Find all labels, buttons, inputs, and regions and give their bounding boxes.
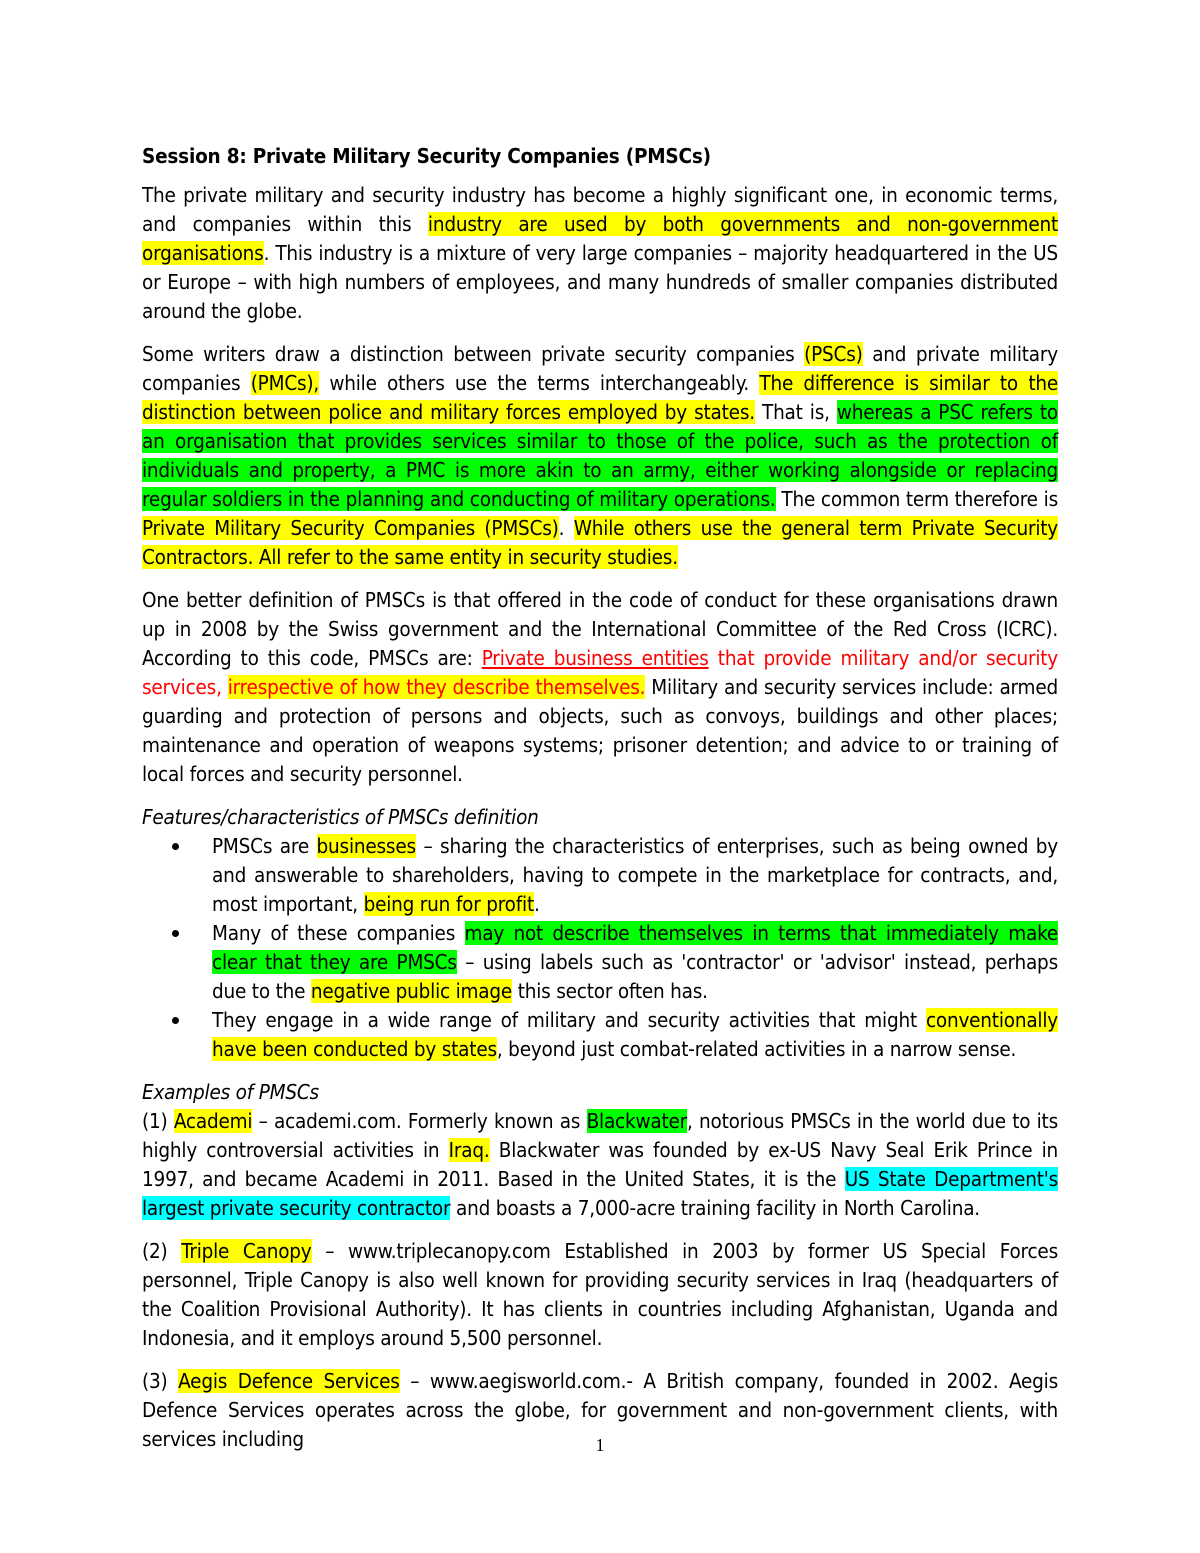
text-run: One better definition of PMSCs is that offered in the code of conduct for these organisations drawn up in 2008 by the Swiss government and the International Committee of the Red Cross (ICRC). According to this code, PMSCs are: [142, 588, 1058, 670]
highlight-yellow: Aegis Defence Services [178, 1369, 400, 1393]
red-underlined-text: Private business entities [481, 646, 709, 670]
bullet-icon [172, 930, 179, 937]
highlight-green: may not describe themselves in terms that immediately make clear that they are PMSCs [212, 921, 1059, 974]
highlight-yellow: Academi [173, 1109, 253, 1133]
highlight-yellow: being run for profit [363, 892, 534, 916]
text-run: – www.aegisworld.com.- A British company, founded in 2002. Aegis Defence Services operates across the globe, for government and non-government clients, with services including [142, 1369, 1058, 1451]
highlight-yellow: industry are used by both governments and non-government organisations [142, 212, 1058, 265]
paragraph-psc-pmc-distinction [142, 340, 1058, 572]
text-run: – using labels such as 'contractor' or 'advisor' instead, perhaps due to the [212, 950, 1058, 1003]
list-item [142, 832, 1058, 919]
list-item [142, 919, 1058, 1006]
text-run: while others use the terms interchangeably. [319, 371, 760, 395]
text-run: – sharing the characteristics of enterprises, such as being owned by and answerable to shareholders, having to compete in the marketplace for contracts, and, most important, [212, 834, 1058, 916]
text-run: PMSCs are [212, 834, 317, 858]
text-run: – academi.com. Formerly known as [252, 1109, 587, 1133]
highlight-green: whereas a PSC refers to an organisation that provides services similar to those of the police, such as the protection of individuals and property, a PMC is more akin to an army, either working alongside or replacing regular soldiers in the planning and conducting of military operations. [142, 400, 1059, 511]
text-run: , notorious PMSCs in the world due to its highly controversial activities in [142, 1109, 1058, 1162]
bullet-icon [172, 1017, 179, 1024]
highlight-yellow: negative public image [310, 979, 513, 1003]
highlight-yellow: (PSCs) [804, 342, 863, 366]
paragraph-definition [142, 586, 1058, 789]
paragraph-industry-overview [142, 181, 1058, 326]
text-run: The common term therefore is [775, 487, 1058, 511]
example-academi [142, 1107, 1058, 1223]
text-run: and boasts a 7,000-acre training facility in North Carolina. [450, 1196, 980, 1220]
example-triple-canopy [142, 1237, 1058, 1353]
text-run: , beyond just combat-related activities in a narrow sense. [496, 1037, 1017, 1061]
text-run: . This industry is a mixture of very large companies – majority headquartered in the US or Europe – with high numbers of employees, and many hundreds of smaller companies distributed around the globe. [142, 241, 1058, 323]
highlight-cyan: US State Department's largest private security contractor [142, 1167, 1058, 1220]
text-run: Blackwater was founded by ex-US Navy Seal Erik Prince in 1997, and became Academi in 2011. Based in the United States, it is the [142, 1138, 1059, 1191]
red-highlight-yellow: irrespective of how they describe themselves. [227, 675, 646, 699]
list-item [142, 1006, 1058, 1064]
text-run: Many of these companies [212, 921, 465, 945]
text-run: The private military and security industry has become a highly significant one, in economic terms, and companies within this [142, 183, 1058, 236]
page-number: 1 [595, 1435, 605, 1455]
text-run: That is, [754, 400, 837, 424]
features-list [142, 832, 1058, 1064]
text-run: (2) [142, 1239, 182, 1263]
highlight-yellow: Iraq. [448, 1138, 490, 1162]
text-run: (3) [142, 1369, 179, 1393]
examples-heading: Examples of PMSCs [142, 1080, 319, 1104]
highlight-yellow: conventionally have been conducted by states [212, 1008, 1058, 1061]
highlight-yellow: (PMCs), [250, 371, 320, 395]
text-run: – www.triplecanopy.com Established in 2003 by former US Special Forces personnel, Triple Canopy is also well known for providing security services in Iraq (headquarters of the Coalition Provisional Authority). It has clients in countries including Afghanistan, Uganda and Indonesia, and it employs around 5,500 personnel. [142, 1239, 1058, 1350]
text-run: (1) [142, 1109, 174, 1133]
features-heading: Features/characteristics of PMSCs definition [142, 805, 539, 829]
document-body [142, 138, 1058, 1468]
text-run: . [558, 516, 574, 540]
red-text: that provide military and/or security services, [142, 646, 1058, 699]
bullet-icon [172, 843, 179, 850]
text-run: Military and security services include: armed guarding and protection of persons and objects, such as convoys, buildings and other places; maintenance and operation of weapons systems; prisoner detention; and advice to or training of local forces and security personnel. [142, 675, 1058, 786]
text-run: They engage in a wide range of military and security activities that might [212, 1008, 926, 1032]
highlight-green: Blackwater [586, 1109, 688, 1133]
highlight-yellow: businesses [316, 834, 416, 858]
session-title: Session 8: Private Military Security Companies (PMSCs) [142, 144, 711, 168]
highlight-yellow: While others use the general term Private Security Contractors. All refer to the same entity in security studies. [142, 516, 1059, 569]
text-run: and private military companies [142, 342, 1058, 395]
highlight-yellow: Private Military Security Companies (PMSCs) [142, 516, 559, 540]
highlight-yellow: The difference is similar to the distinction between police and military forces employed by states. [142, 371, 1058, 424]
highlight-yellow: Triple Canopy [181, 1239, 312, 1263]
text-run: Some writers draw a distinction between private security companies [142, 342, 805, 366]
text-run: . [533, 892, 540, 916]
text-run: this sector often has. [512, 979, 708, 1003]
